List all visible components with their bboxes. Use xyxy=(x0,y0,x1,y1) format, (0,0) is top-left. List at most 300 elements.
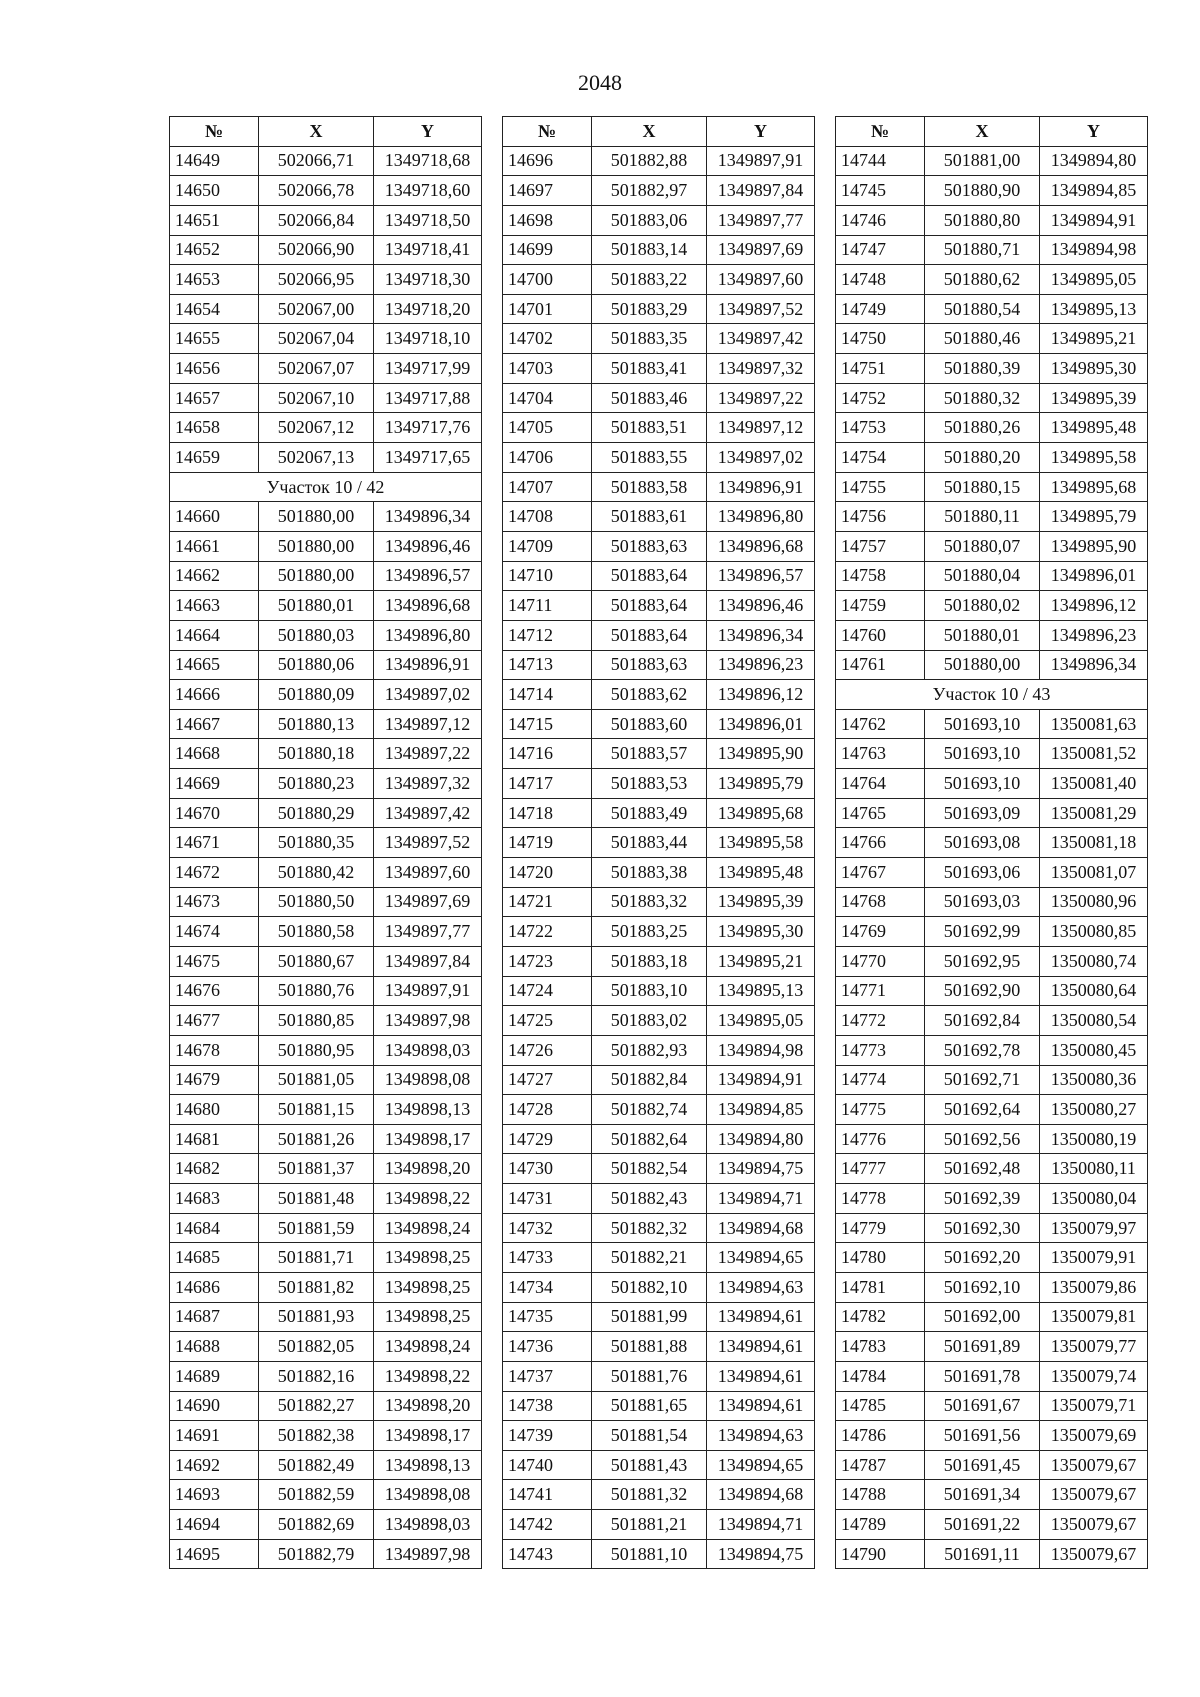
x-coordinate-cell: 501880,71 xyxy=(925,235,1040,265)
x-coordinate-cell: 501692,64 xyxy=(925,1095,1040,1125)
y-coordinate-cell: 1350080,64 xyxy=(1040,976,1148,1006)
x-coordinate-cell: 501882,32 xyxy=(592,1213,707,1243)
x-coordinate-cell: 501882,93 xyxy=(592,1035,707,1065)
point-number-cell: 14649 xyxy=(170,146,259,176)
x-coordinate-cell: 501880,03 xyxy=(259,620,374,650)
x-coordinate-cell: 501880,54 xyxy=(925,294,1040,324)
x-coordinate-cell: 502067,12 xyxy=(259,413,374,443)
point-number-cell: 14721 xyxy=(503,887,592,917)
x-coordinate-cell: 501691,89 xyxy=(925,1332,1040,1362)
table-row xyxy=(503,472,815,502)
table-row xyxy=(836,502,1148,532)
x-coordinate-cell: 501881,54 xyxy=(592,1421,707,1451)
table-row xyxy=(836,531,1148,561)
point-number-cell: 14731 xyxy=(503,1184,592,1214)
point-number-cell: 14672 xyxy=(170,858,259,888)
x-coordinate-cell: 501883,10 xyxy=(592,976,707,1006)
y-coordinate-cell: 1349894,75 xyxy=(707,1154,815,1184)
table-row xyxy=(836,1510,1148,1540)
y-coordinate-cell: 1349897,02 xyxy=(374,680,482,710)
table-row xyxy=(836,1065,1148,1095)
point-number-cell: 14751 xyxy=(836,354,925,384)
y-coordinate-cell: 1349896,80 xyxy=(707,502,815,532)
table-row xyxy=(836,1213,1148,1243)
point-number-cell: 14650 xyxy=(170,176,259,206)
table-row xyxy=(503,1510,815,1540)
x-coordinate-cell: 501882,43 xyxy=(592,1184,707,1214)
x-coordinate-cell: 501882,27 xyxy=(259,1391,374,1421)
point-number-cell: 14674 xyxy=(170,917,259,947)
table-row xyxy=(503,1450,815,1480)
table-row xyxy=(503,680,815,710)
y-coordinate-cell: 1349898,24 xyxy=(374,1332,482,1362)
y-coordinate-cell: 1349894,85 xyxy=(1040,176,1148,206)
point-number-cell: 14705 xyxy=(503,413,592,443)
point-number-cell: 14694 xyxy=(170,1510,259,1540)
x-coordinate-cell: 501881,15 xyxy=(259,1095,374,1125)
point-number-cell: 14687 xyxy=(170,1302,259,1332)
point-number-cell: 14739 xyxy=(503,1421,592,1451)
y-coordinate-cell: 1349898,22 xyxy=(374,1361,482,1391)
section-row xyxy=(836,680,1148,710)
y-coordinate-cell: 1349894,61 xyxy=(707,1391,815,1421)
table-header-row xyxy=(170,117,482,147)
y-coordinate-cell: 1349894,68 xyxy=(707,1213,815,1243)
point-number-cell: 14679 xyxy=(170,1065,259,1095)
x-coordinate-cell: 501883,18 xyxy=(592,946,707,976)
table-row xyxy=(503,413,815,443)
table-row xyxy=(503,858,815,888)
x-coordinate-cell: 501880,01 xyxy=(259,591,374,621)
point-number-cell: 14733 xyxy=(503,1243,592,1273)
table-row xyxy=(836,769,1148,799)
y-coordinate-cell: 1349897,22 xyxy=(707,383,815,413)
y-coordinate-cell: 1349717,88 xyxy=(374,383,482,413)
y-coordinate-cell: 1350079,77 xyxy=(1040,1332,1148,1362)
point-number-cell: 14786 xyxy=(836,1421,925,1451)
header-number: № xyxy=(836,117,925,147)
x-coordinate-cell: 502066,84 xyxy=(259,205,374,235)
x-coordinate-cell: 501881,99 xyxy=(592,1302,707,1332)
point-number-cell: 14676 xyxy=(170,976,259,1006)
table-row xyxy=(170,531,482,561)
table-row xyxy=(836,1361,1148,1391)
point-number-cell: 14740 xyxy=(503,1450,592,1480)
table-row xyxy=(836,146,1148,176)
table-row xyxy=(503,591,815,621)
table-row xyxy=(170,1332,482,1362)
y-coordinate-cell: 1349718,60 xyxy=(374,176,482,206)
coordinates-table-right xyxy=(835,116,1148,1569)
table-row xyxy=(836,205,1148,235)
table-row xyxy=(836,1272,1148,1302)
x-coordinate-cell: 501883,44 xyxy=(592,828,707,858)
x-coordinate-cell: 501883,29 xyxy=(592,294,707,324)
header-y: Y xyxy=(374,117,482,147)
y-coordinate-cell: 1350080,45 xyxy=(1040,1035,1148,1065)
table-row xyxy=(170,828,482,858)
table-row xyxy=(503,1184,815,1214)
table-row xyxy=(170,591,482,621)
point-number-cell: 14773 xyxy=(836,1035,925,1065)
y-coordinate-cell: 1349896,12 xyxy=(707,680,815,710)
point-number-cell: 14669 xyxy=(170,769,259,799)
x-coordinate-cell: 501883,22 xyxy=(592,265,707,295)
x-coordinate-cell: 501693,08 xyxy=(925,828,1040,858)
point-number-cell: 14745 xyxy=(836,176,925,206)
x-coordinate-cell: 501883,64 xyxy=(592,561,707,591)
table-row xyxy=(503,1213,815,1243)
y-coordinate-cell: 1349898,25 xyxy=(374,1243,482,1273)
table-row xyxy=(836,1421,1148,1451)
point-number-cell: 14717 xyxy=(503,769,592,799)
table-row xyxy=(503,324,815,354)
table-row xyxy=(836,1154,1148,1184)
table-row xyxy=(503,1124,815,1154)
table-row xyxy=(836,798,1148,828)
x-coordinate-cell: 501883,14 xyxy=(592,235,707,265)
point-number-cell: 14743 xyxy=(503,1539,592,1569)
point-number-cell: 14784 xyxy=(836,1361,925,1391)
x-coordinate-cell: 501880,32 xyxy=(925,383,1040,413)
table-row xyxy=(170,443,482,473)
point-number-cell: 14729 xyxy=(503,1124,592,1154)
y-coordinate-cell: 1349897,91 xyxy=(707,146,815,176)
point-number-cell: 14736 xyxy=(503,1332,592,1362)
point-number-cell: 14712 xyxy=(503,620,592,650)
point-number-cell: 14683 xyxy=(170,1184,259,1214)
table-row xyxy=(836,887,1148,917)
point-number-cell: 14787 xyxy=(836,1450,925,1480)
y-coordinate-cell: 1350080,04 xyxy=(1040,1184,1148,1214)
table-row xyxy=(836,1480,1148,1510)
y-coordinate-cell: 1349894,63 xyxy=(707,1272,815,1302)
y-coordinate-cell: 1349896,68 xyxy=(707,531,815,561)
y-coordinate-cell: 1350080,96 xyxy=(1040,887,1148,917)
y-coordinate-cell: 1350079,81 xyxy=(1040,1302,1148,1332)
point-number-cell: 14741 xyxy=(503,1480,592,1510)
point-number-cell: 14691 xyxy=(170,1421,259,1451)
table-row xyxy=(170,739,482,769)
y-coordinate-cell: 1349894,68 xyxy=(707,1480,815,1510)
table-row xyxy=(170,946,482,976)
table-row xyxy=(503,1391,815,1421)
y-coordinate-cell: 1349898,24 xyxy=(374,1213,482,1243)
x-coordinate-cell: 501882,59 xyxy=(259,1480,374,1510)
point-number-cell: 14680 xyxy=(170,1095,259,1125)
point-number-cell: 14758 xyxy=(836,561,925,591)
y-coordinate-cell: 1349898,22 xyxy=(374,1184,482,1214)
x-coordinate-cell: 501880,85 xyxy=(259,1006,374,1036)
point-number-cell: 14696 xyxy=(503,146,592,176)
point-number-cell: 14781 xyxy=(836,1272,925,1302)
point-number-cell: 14709 xyxy=(503,531,592,561)
y-coordinate-cell: 1349897,32 xyxy=(374,769,482,799)
point-number-cell: 14722 xyxy=(503,917,592,947)
table-row xyxy=(503,1332,815,1362)
table-row xyxy=(836,1124,1148,1154)
point-number-cell: 14651 xyxy=(170,205,259,235)
x-coordinate-cell: 501691,78 xyxy=(925,1361,1040,1391)
point-number-cell: 14746 xyxy=(836,205,925,235)
table-row xyxy=(170,1154,482,1184)
table-row xyxy=(836,265,1148,295)
point-number-cell: 14730 xyxy=(503,1154,592,1184)
y-coordinate-cell: 1350080,11 xyxy=(1040,1154,1148,1184)
section-title: Участок 10 / 43 xyxy=(836,680,1148,710)
table-row xyxy=(170,887,482,917)
point-number-cell: 14756 xyxy=(836,502,925,532)
point-number-cell: 14768 xyxy=(836,887,925,917)
header-x: X xyxy=(592,117,707,147)
y-coordinate-cell: 1349896,57 xyxy=(374,561,482,591)
table-row xyxy=(170,1065,482,1095)
x-coordinate-cell: 501883,64 xyxy=(592,620,707,650)
x-coordinate-cell: 502066,78 xyxy=(259,176,374,206)
point-number-cell: 14716 xyxy=(503,739,592,769)
x-coordinate-cell: 501883,57 xyxy=(592,739,707,769)
table-row xyxy=(170,620,482,650)
x-coordinate-cell: 501883,46 xyxy=(592,383,707,413)
point-number-cell: 14667 xyxy=(170,709,259,739)
x-coordinate-cell: 501693,06 xyxy=(925,858,1040,888)
x-coordinate-cell: 501693,10 xyxy=(925,739,1040,769)
y-coordinate-cell: 1350081,52 xyxy=(1040,739,1148,769)
y-coordinate-cell: 1350079,74 xyxy=(1040,1361,1148,1391)
table-row xyxy=(170,1184,482,1214)
x-coordinate-cell: 501880,80 xyxy=(925,205,1040,235)
y-coordinate-cell: 1349897,98 xyxy=(374,1539,482,1569)
y-coordinate-cell: 1349895,79 xyxy=(1040,502,1148,532)
point-number-cell: 14742 xyxy=(503,1510,592,1540)
x-coordinate-cell: 501692,71 xyxy=(925,1065,1040,1095)
point-number-cell: 14666 xyxy=(170,680,259,710)
x-coordinate-cell: 501882,79 xyxy=(259,1539,374,1569)
y-coordinate-cell: 1349896,23 xyxy=(1040,620,1148,650)
y-coordinate-cell: 1350079,67 xyxy=(1040,1510,1148,1540)
x-coordinate-cell: 501880,67 xyxy=(259,946,374,976)
point-number-cell: 14710 xyxy=(503,561,592,591)
table-row xyxy=(836,946,1148,976)
x-coordinate-cell: 501880,04 xyxy=(925,561,1040,591)
coordinates-table-middle xyxy=(502,116,815,1569)
table-row xyxy=(836,976,1148,1006)
point-number-cell: 14765 xyxy=(836,798,925,828)
table-row xyxy=(836,294,1148,324)
x-coordinate-cell: 501882,05 xyxy=(259,1332,374,1362)
x-coordinate-cell: 501883,41 xyxy=(592,354,707,384)
table-row xyxy=(503,739,815,769)
y-coordinate-cell: 1349895,90 xyxy=(1040,531,1148,561)
table-row xyxy=(170,1035,482,1065)
y-coordinate-cell: 1349896,80 xyxy=(374,620,482,650)
x-coordinate-cell: 501692,84 xyxy=(925,1006,1040,1036)
table-row xyxy=(836,413,1148,443)
table-row xyxy=(503,443,815,473)
y-coordinate-cell: 1349895,68 xyxy=(707,798,815,828)
x-coordinate-cell: 501880,23 xyxy=(259,769,374,799)
x-coordinate-cell: 501692,78 xyxy=(925,1035,1040,1065)
table-row xyxy=(503,1065,815,1095)
x-coordinate-cell: 501881,43 xyxy=(592,1450,707,1480)
point-number-cell: 14790 xyxy=(836,1539,925,1569)
x-coordinate-cell: 501692,99 xyxy=(925,917,1040,947)
point-number-cell: 14764 xyxy=(836,769,925,799)
point-number-cell: 14699 xyxy=(503,235,592,265)
x-coordinate-cell: 501880,00 xyxy=(259,502,374,532)
y-coordinate-cell: 1349896,46 xyxy=(707,591,815,621)
table-row xyxy=(836,917,1148,947)
point-number-cell: 14732 xyxy=(503,1213,592,1243)
x-coordinate-cell: 501880,01 xyxy=(925,620,1040,650)
point-number-cell: 14688 xyxy=(170,1332,259,1362)
y-coordinate-cell: 1350080,54 xyxy=(1040,1006,1148,1036)
point-number-cell: 14656 xyxy=(170,354,259,384)
table-row xyxy=(503,1539,815,1569)
x-coordinate-cell: 501883,35 xyxy=(592,324,707,354)
y-coordinate-cell: 1349896,12 xyxy=(1040,591,1148,621)
y-coordinate-cell: 1349897,84 xyxy=(374,946,482,976)
point-number-cell: 14778 xyxy=(836,1184,925,1214)
point-number-cell: 14748 xyxy=(836,265,925,295)
table-row xyxy=(170,1480,482,1510)
table-row xyxy=(836,176,1148,206)
x-coordinate-cell: 501880,06 xyxy=(259,650,374,680)
y-coordinate-cell: 1350079,86 xyxy=(1040,1272,1148,1302)
x-coordinate-cell: 501881,93 xyxy=(259,1302,374,1332)
table-row xyxy=(503,265,815,295)
point-number-cell: 14718 xyxy=(503,798,592,828)
x-coordinate-cell: 501880,95 xyxy=(259,1035,374,1065)
table-row xyxy=(503,294,815,324)
x-coordinate-cell: 501881,59 xyxy=(259,1213,374,1243)
point-number-cell: 14779 xyxy=(836,1213,925,1243)
table-row xyxy=(170,413,482,443)
x-coordinate-cell: 501881,88 xyxy=(592,1332,707,1362)
y-coordinate-cell: 1350081,40 xyxy=(1040,769,1148,799)
table-row xyxy=(836,472,1148,502)
table-row xyxy=(170,680,482,710)
y-coordinate-cell: 1349897,60 xyxy=(374,858,482,888)
table-row xyxy=(836,324,1148,354)
table-row xyxy=(170,1006,482,1036)
point-number-cell: 14655 xyxy=(170,324,259,354)
point-number-cell: 14776 xyxy=(836,1124,925,1154)
x-coordinate-cell: 501880,02 xyxy=(925,591,1040,621)
y-coordinate-cell: 1349897,12 xyxy=(707,413,815,443)
header-x: X xyxy=(925,117,1040,147)
y-coordinate-cell: 1349895,21 xyxy=(707,946,815,976)
point-number-cell: 14750 xyxy=(836,324,925,354)
y-coordinate-cell: 1349894,61 xyxy=(707,1302,815,1332)
table-row xyxy=(170,354,482,384)
x-coordinate-cell: 502066,71 xyxy=(259,146,374,176)
y-coordinate-cell: 1349897,12 xyxy=(374,709,482,739)
x-coordinate-cell: 501882,69 xyxy=(259,1510,374,1540)
point-number-cell: 14678 xyxy=(170,1035,259,1065)
table-row xyxy=(503,1006,815,1036)
header-number: № xyxy=(503,117,592,147)
table-row xyxy=(503,561,815,591)
x-coordinate-cell: 501883,53 xyxy=(592,769,707,799)
point-number-cell: 14665 xyxy=(170,650,259,680)
y-coordinate-cell: 1349896,91 xyxy=(374,650,482,680)
y-coordinate-cell: 1349894,98 xyxy=(1040,235,1148,265)
y-coordinate-cell: 1349718,50 xyxy=(374,205,482,235)
y-coordinate-cell: 1349894,61 xyxy=(707,1361,815,1391)
y-coordinate-cell: 1349897,91 xyxy=(374,976,482,1006)
point-number-cell: 14761 xyxy=(836,650,925,680)
y-coordinate-cell: 1349898,03 xyxy=(374,1510,482,1540)
point-number-cell: 14723 xyxy=(503,946,592,976)
y-coordinate-cell: 1349718,41 xyxy=(374,235,482,265)
y-coordinate-cell: 1349895,05 xyxy=(1040,265,1148,295)
table-row xyxy=(503,976,815,1006)
table-row xyxy=(170,1302,482,1332)
x-coordinate-cell: 501692,90 xyxy=(925,976,1040,1006)
coordinates-table-left xyxy=(169,116,482,1569)
table-row xyxy=(170,1421,482,1451)
y-coordinate-cell: 1349897,84 xyxy=(707,176,815,206)
x-coordinate-cell: 501880,58 xyxy=(259,917,374,947)
point-number-cell: 14759 xyxy=(836,591,925,621)
x-coordinate-cell: 502067,07 xyxy=(259,354,374,384)
y-coordinate-cell: 1349718,10 xyxy=(374,324,482,354)
x-coordinate-cell: 501883,63 xyxy=(592,531,707,561)
x-coordinate-cell: 501880,18 xyxy=(259,739,374,769)
y-coordinate-cell: 1349897,42 xyxy=(707,324,815,354)
point-number-cell: 14766 xyxy=(836,828,925,858)
point-number-cell: 14738 xyxy=(503,1391,592,1421)
y-coordinate-cell: 1349895,39 xyxy=(1040,383,1148,413)
table-row xyxy=(503,798,815,828)
x-coordinate-cell: 501882,16 xyxy=(259,1361,374,1391)
table-row xyxy=(503,1272,815,1302)
table-row xyxy=(170,294,482,324)
table-row xyxy=(836,1243,1148,1273)
table-row xyxy=(170,709,482,739)
table-row xyxy=(170,502,482,532)
x-coordinate-cell: 501691,56 xyxy=(925,1421,1040,1451)
table-row xyxy=(170,235,482,265)
x-coordinate-cell: 501880,50 xyxy=(259,887,374,917)
table-row xyxy=(503,1361,815,1391)
y-coordinate-cell: 1350080,74 xyxy=(1040,946,1148,976)
x-coordinate-cell: 501693,10 xyxy=(925,709,1040,739)
y-coordinate-cell: 1349896,91 xyxy=(707,472,815,502)
x-coordinate-cell: 501880,76 xyxy=(259,976,374,1006)
y-coordinate-cell: 1349898,13 xyxy=(374,1450,482,1480)
y-coordinate-cell: 1349894,80 xyxy=(707,1124,815,1154)
y-coordinate-cell: 1349897,77 xyxy=(374,917,482,947)
x-coordinate-cell: 501880,20 xyxy=(925,443,1040,473)
x-coordinate-cell: 501880,29 xyxy=(259,798,374,828)
table-row xyxy=(503,650,815,680)
x-coordinate-cell: 501882,74 xyxy=(592,1095,707,1125)
table-row xyxy=(836,858,1148,888)
x-coordinate-cell: 501880,62 xyxy=(925,265,1040,295)
table-row xyxy=(170,1539,482,1569)
x-coordinate-cell: 501692,30 xyxy=(925,1213,1040,1243)
table-row xyxy=(503,205,815,235)
y-coordinate-cell: 1349897,77 xyxy=(707,205,815,235)
table-row xyxy=(503,769,815,799)
y-coordinate-cell: 1349896,01 xyxy=(707,709,815,739)
table-row xyxy=(836,443,1148,473)
table-row xyxy=(836,739,1148,769)
y-coordinate-cell: 1349894,65 xyxy=(707,1243,815,1273)
point-number-cell: 14689 xyxy=(170,1361,259,1391)
